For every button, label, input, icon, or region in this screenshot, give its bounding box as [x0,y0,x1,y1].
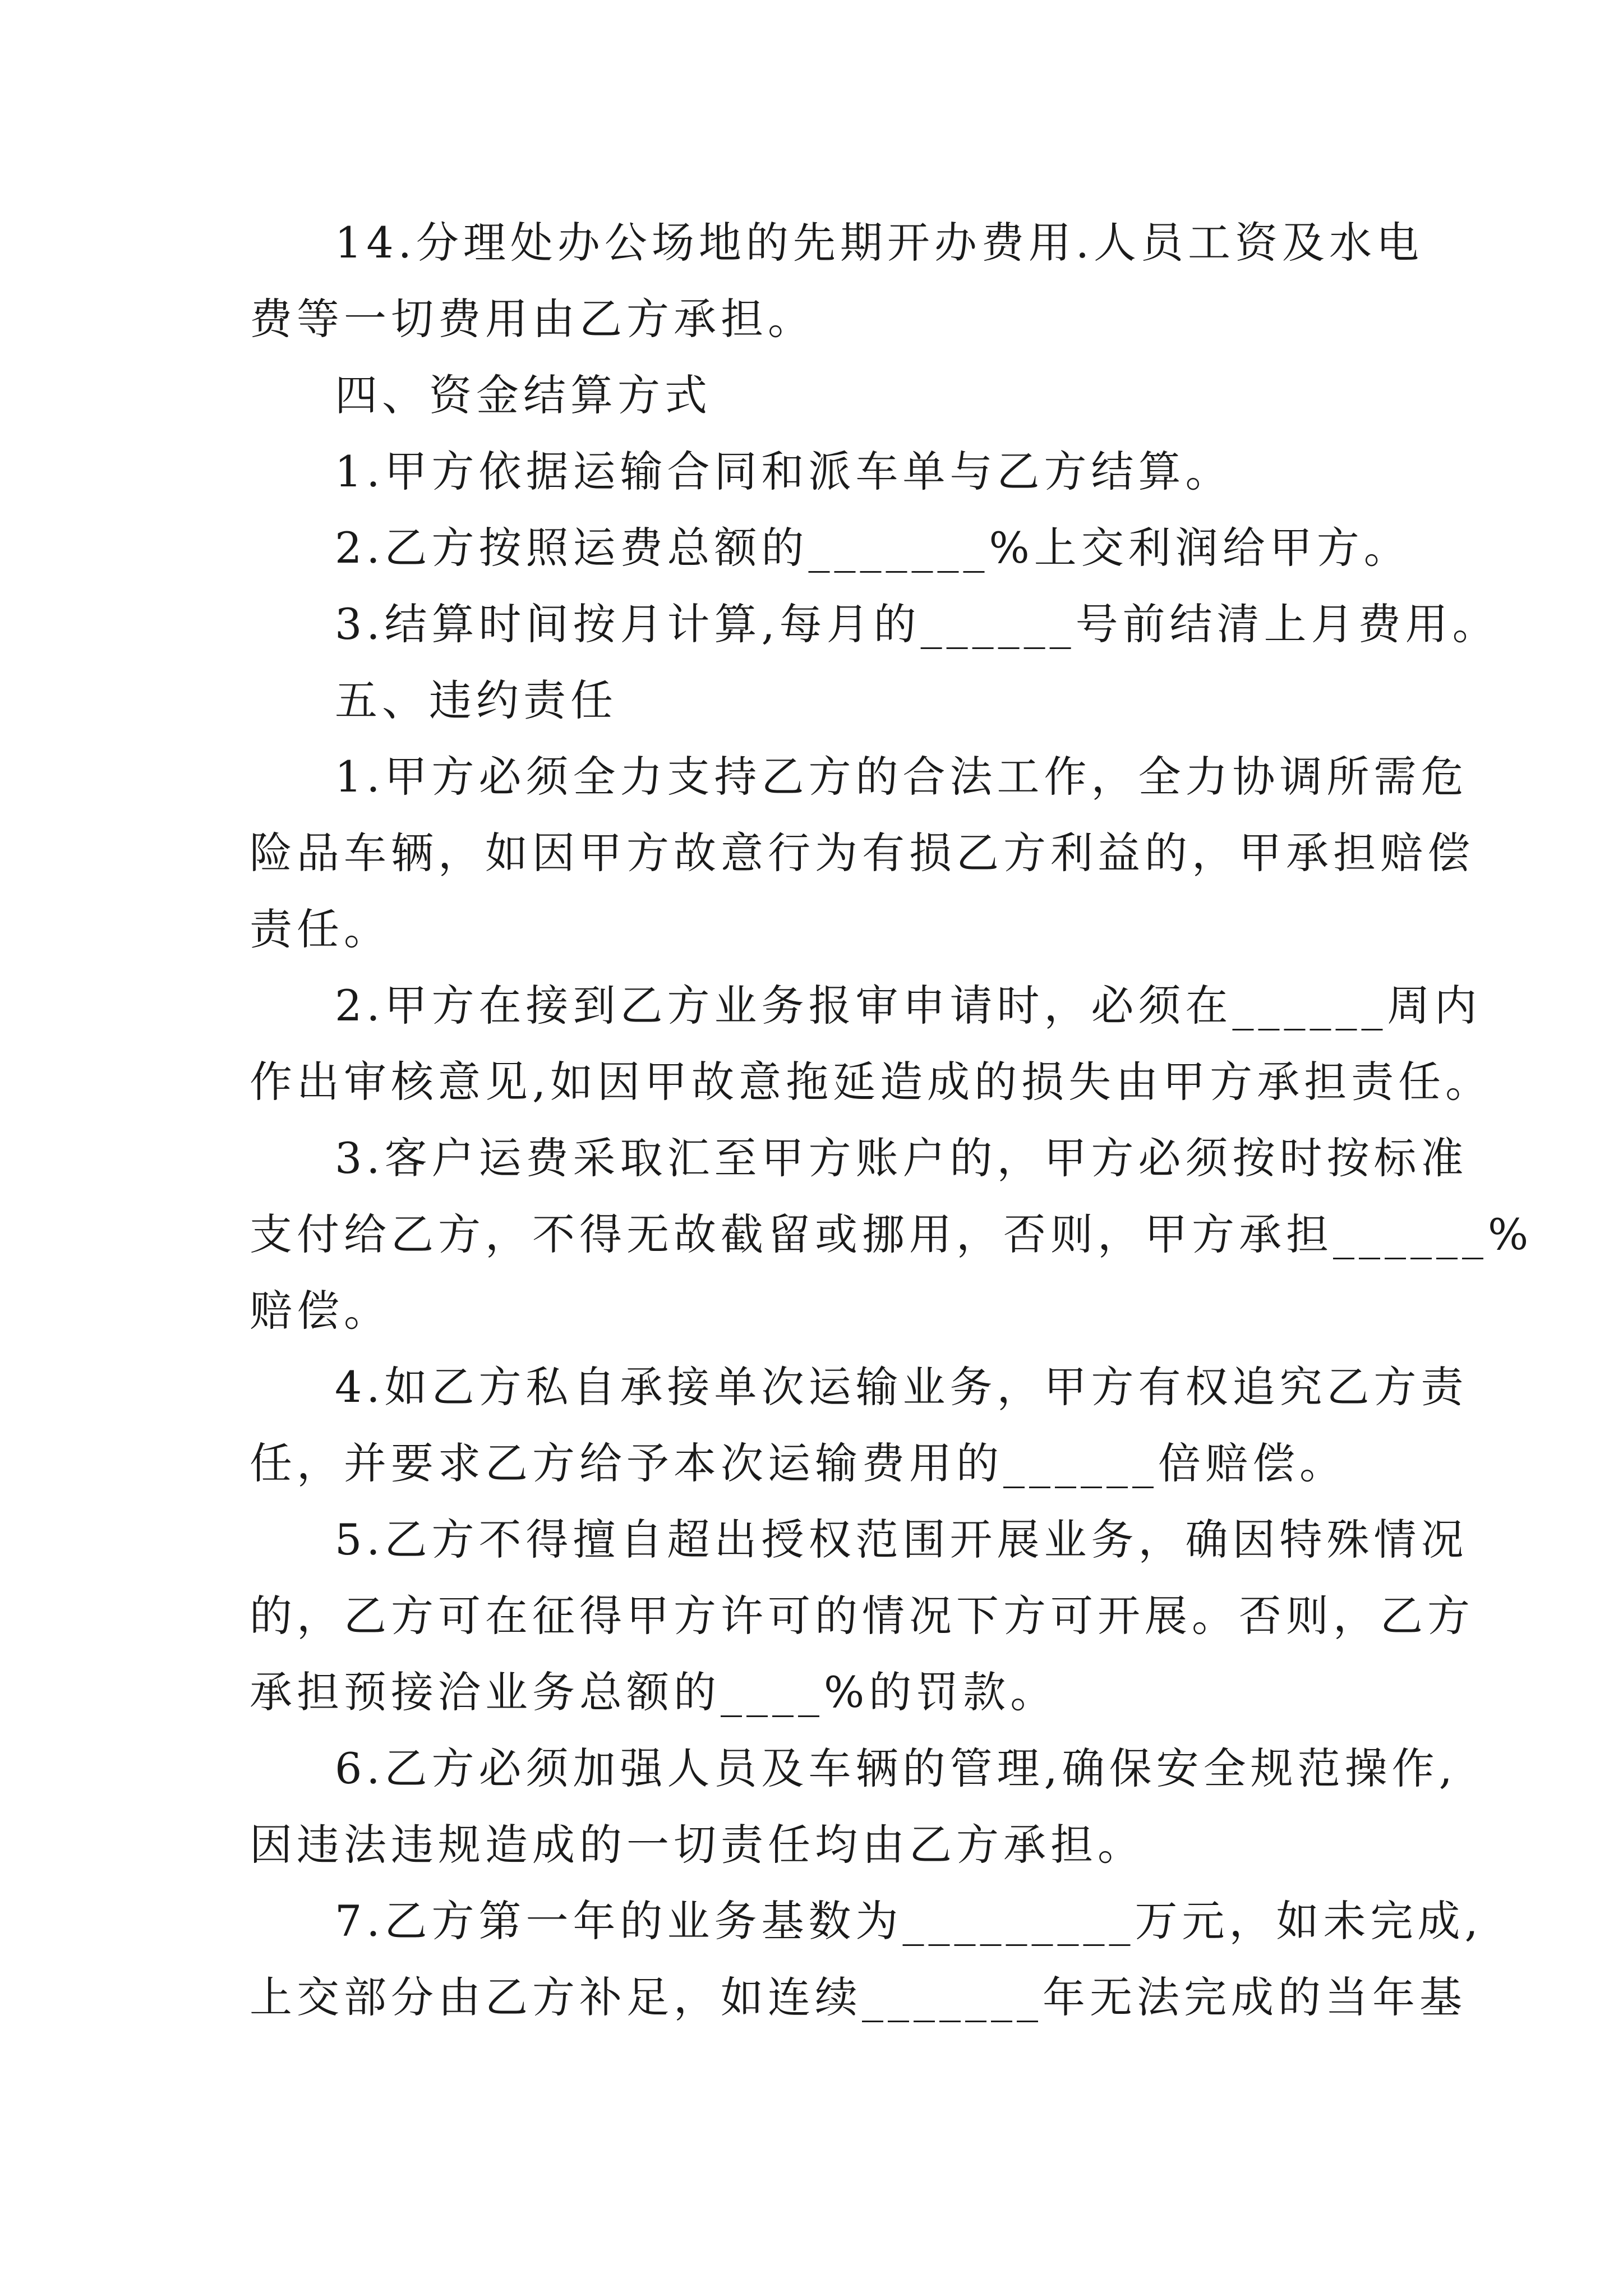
text-line: 责任。 [250,904,391,954]
text-line: 赔偿。 [250,1286,391,1336]
text-line: 作出审核意见,如因甲故意拖延造成的损失由甲方承担责任。 [250,1057,1493,1107]
text-line: 任，并要求乙方给予本次运输费用的______倍赔偿。 [250,1438,1347,1488]
text-line: 14.分理处办公场地的先期开办费用.人员工资及水电 [335,218,1424,268]
text-line: 3.结算时间按月计算,每月的______号前结清上月费用。 [335,599,1500,649]
text-line: 3.客户运费采取汇至甲方账户的，甲方必须按时按标准 [335,1133,1468,1183]
text-line: 因违法违规造成的一切责任均由乙方承担。 [250,1820,1145,1870]
text-line: 2.甲方在接到乙方业务报审申请时，必须在______周内 [335,981,1482,1030]
text-line: 上交部分由乙方补足，如连续_______年无法完成的当年基 [250,1972,1467,2022]
text-line: 1.甲方必须全力支持乙方的合法工作，全力协调所需危 [335,752,1468,802]
text-line: 支付给乙方，不得无故截留或挪用，否则，甲方承担______% [250,1209,1533,1259]
text-line: 7.乙方第一年的业务基数为_________万元，如未完成, [335,1896,1483,1946]
text-line: 险品车辆，如因甲方故意行为有损乙方利益的，甲承担赔偿 [250,828,1474,878]
text-line: 的，乙方可在征得甲方许可的情况下方可开展。否则，乙方 [250,1591,1474,1641]
text-line: 6.乙方必须加强人员及车辆的管理,确保安全规范操作, [335,1743,1457,1793]
text-line: 1.甲方依据运输合同和派车单与乙方结算。 [335,447,1233,496]
text-line: 承担预接洽业务总额的____%的罚款。 [250,1667,1058,1717]
text-line: 5.乙方不得擅自超出授权范围开展业务，确因特殊情况 [335,1515,1468,1565]
text-line: 2.乙方按照运费总额的_______%上交利润给甲方。 [335,523,1411,573]
section-heading: 四、资金结算方式 [335,370,712,420]
text-line: 4.如乙方私自承接单次运输业务，甲方有权追究乙方责 [335,1362,1468,1412]
section-heading: 五、违约责任 [335,675,617,725]
text-line: 费等一切费用由乙方承担。 [250,294,815,344]
